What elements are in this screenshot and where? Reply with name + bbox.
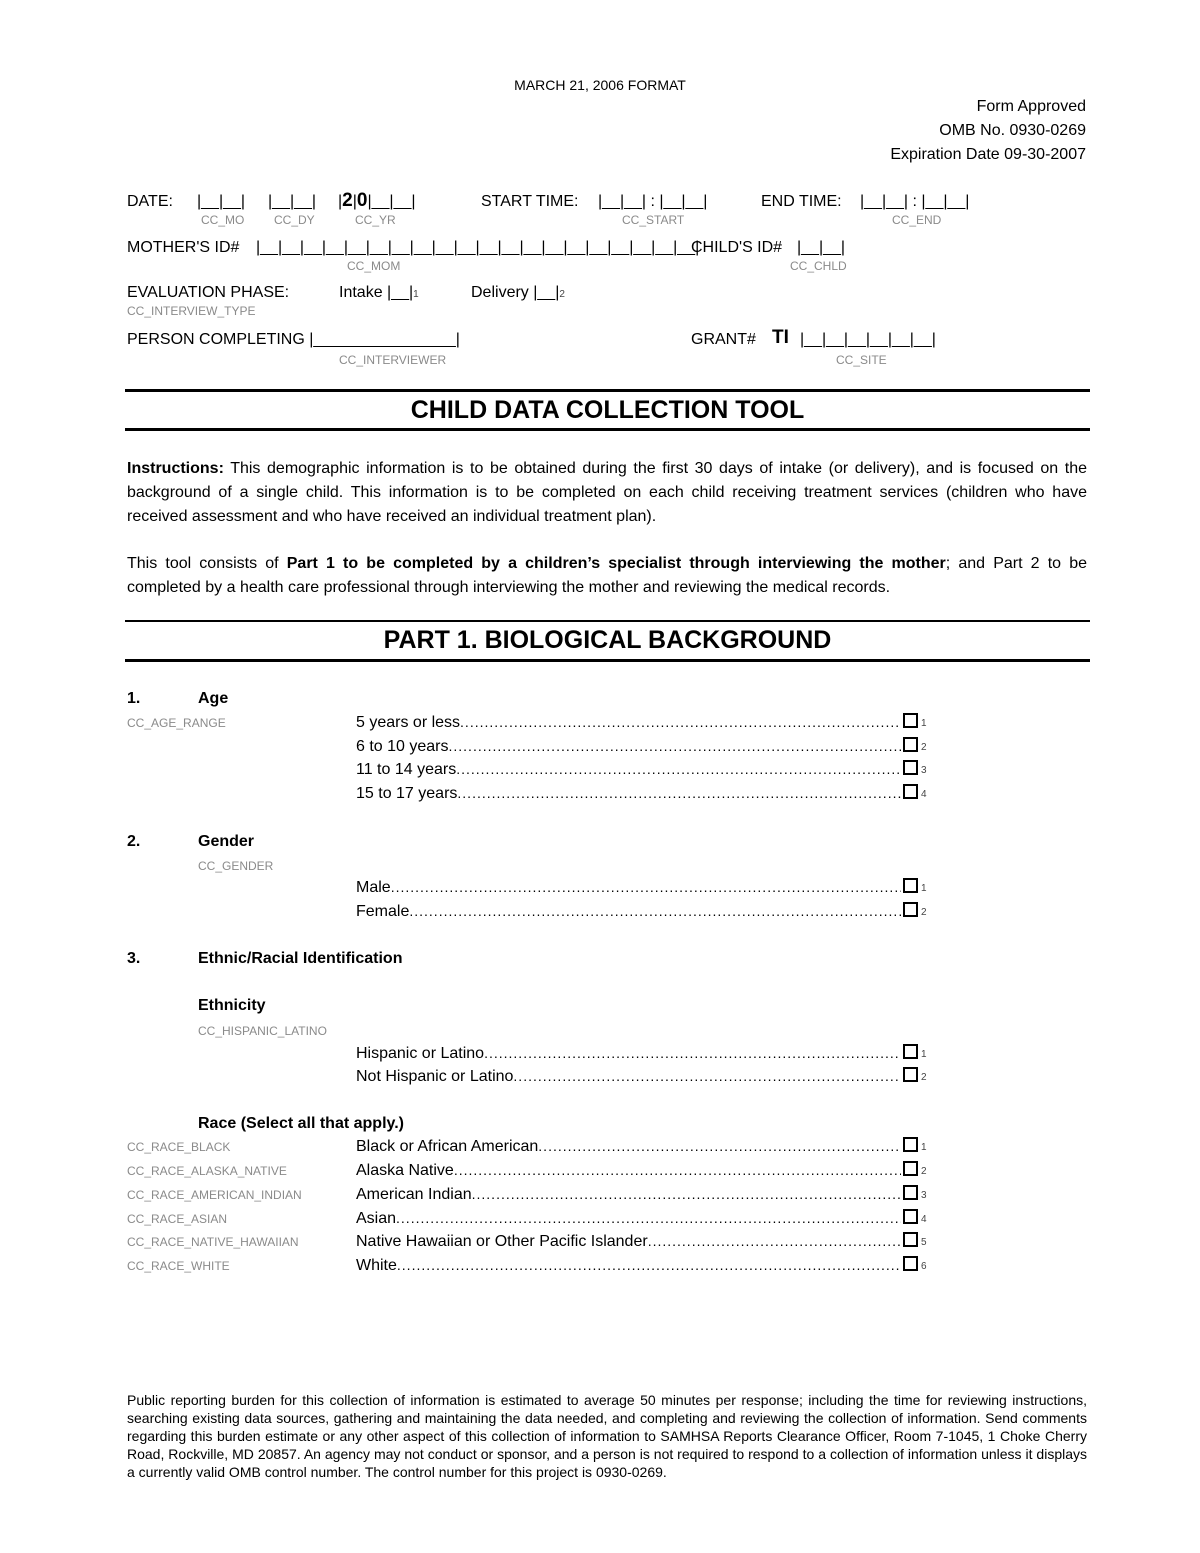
option-label: Female [356,903,410,920]
option-code: 6 [921,1261,927,1272]
date-day-field[interactable]: |__|__| [268,193,317,210]
q2-option [356,903,901,921]
leader-dots [449,738,902,754]
delivery-code: 2 [559,289,565,300]
person-completing-field[interactable]: PERSON COMPLETING |________________| [127,331,460,348]
q1-number: 1. [127,690,141,707]
grant-prefix: TI [772,327,789,348]
q2-checkbox-2[interactable] [903,902,918,917]
race-option [356,1210,901,1228]
part-rule-bottom [125,659,1090,662]
year-digit-1: 2 [342,190,353,211]
part-rule-top [125,620,1090,622]
q1-checkbox-2[interactable] [903,737,918,752]
year-bar: | [352,193,357,210]
option-code: 2 [921,1166,927,1177]
option-code: 5 [921,1237,927,1248]
option-label: 5 years or less [356,714,461,731]
year-rest: |__|__| [367,193,416,210]
date-label: DATE: [127,193,173,210]
option-code: 1 [921,1049,927,1060]
race-checkbox-3[interactable] [903,1185,918,1200]
leader-dots [391,879,901,895]
ethnicity-option [356,1068,901,1086]
tool-title: CHILD DATA COLLECTION TOOL [410,396,805,424]
q1-checkbox-3[interactable] [903,760,918,775]
child-id-label: CHILD'S ID# [691,239,783,256]
form-approved: Form Approved [976,98,1086,115]
q1-checkbox-4[interactable] [903,784,918,799]
parts-text-b: ; and Part 2 to be completed by a health care professional through interviewing the mother and reviewing the medical records. [127,555,1088,596]
ethnicity-title: Ethnicity [198,997,266,1014]
instructions-paragraph [127,457,1087,529]
date-month-field[interactable]: |__|__| [197,193,246,210]
q1-var: CC_AGE_RANGE [127,716,226,730]
race-var: CC_RACE_ALASKA_NATIVE [127,1164,287,1178]
q1-checkbox-1[interactable] [903,713,918,728]
leader-dots [457,785,901,801]
option-label: Black or African American [356,1138,539,1155]
race-var: CC_RACE_WHITE [127,1259,230,1273]
parts-text-bold: Part 1 to be completed by a children’s specialist through interviewing the mother [286,555,946,572]
q3-number: 3. [127,950,141,967]
burden-statement: Public reporting burden for this collection of information is estimated to average 50 minutes per response; including the time for reviewing instructions, searching existing data sources, gathering and maintaining the data needed, and completing and reviewing the collection of information. Send comments regarding this burden estimate or any other aspect of this collection of information to SAMHSA Reports Clearance Officer, Room 7-1045, 1 Choke Cherry Road, Rockville, MD 20857. An agency may not conduct or sponsor, and a person is not required to respond to a collection of information unless it displays a currently valid OMB control number. The control number for this project is 0930-0269. [127,1392,1087,1480]
delivery-label: Delivery |__| [471,284,560,301]
race-title: Race (Select all that apply.) [198,1115,404,1132]
child-id-field[interactable]: |__|__| [797,239,846,256]
race-checkbox-2[interactable] [903,1161,918,1176]
intake-field[interactable] [339,284,419,302]
option-code: 1 [921,718,927,729]
option-label: American Indian [356,1186,472,1203]
year-bar: | [338,193,343,210]
expiration-date: Expiration Date 09-30-2007 [890,146,1086,163]
omb-number: OMB No. 0930-0269 [939,122,1086,139]
race-option [356,1186,901,1204]
race-var: CC_RACE_BLACK [127,1140,231,1154]
leader-dots [409,903,901,919]
option-code: 2 [921,1072,927,1083]
cc-end: CC_END [892,213,942,227]
leader-dots [456,761,901,777]
leader-dots [484,1045,901,1061]
race-checkbox-5[interactable] [903,1232,918,1247]
option-code: 3 [921,765,927,776]
year-digit-2: 0 [356,190,368,211]
leader-dots [396,1210,901,1226]
option-label: Native Hawaiian or Other Pacific Islander [356,1233,648,1250]
delivery-field[interactable] [471,284,565,302]
race-var: CC_RACE_ASIAN [127,1212,228,1226]
format-line: MARCH 21, 2006 FORMAT [514,77,686,93]
race-checkbox-1[interactable] [903,1137,918,1152]
option-code: 1 [921,883,927,894]
leader-dots [460,714,901,730]
ethnicity-checkbox-2[interactable] [903,1067,918,1082]
end-time-field[interactable]: |__|__| : |__|__| [860,193,970,210]
leader-dots [472,1186,901,1202]
cc-interview-type: CC_INTERVIEW_TYPE [127,304,256,318]
parts-text-a: This tool consists of [127,555,287,572]
option-label: Hispanic or Latino [356,1045,485,1062]
option-code: 1 [921,1142,927,1153]
option-label: 11 to 14 years [356,761,457,778]
date-year-field[interactable] [338,190,416,212]
end-time-label: END TIME: [761,193,842,210]
grant-field[interactable]: |__|__|__|__|__|__| [800,331,936,348]
race-option [356,1257,901,1275]
race-option [356,1233,901,1251]
option-code: 2 [921,742,927,753]
option-label: 6 to 10 years [356,738,449,755]
intake-code: 1 [413,289,419,300]
ethnicity-option [356,1045,901,1063]
option-label: Not Hispanic or Latino [356,1068,514,1085]
q1-option [356,785,901,803]
option-label: 15 to 17 years [356,785,458,802]
option-code: 3 [921,1190,927,1201]
leader-dots [454,1162,901,1178]
grant-label: GRANT# [691,331,756,348]
race-checkbox-6[interactable] [903,1256,918,1271]
q2-title: Gender [198,833,255,850]
option-code: 4 [921,1214,927,1225]
start-time-field[interactable]: |__|__| : |__|__| [598,193,708,210]
cc-dy: CC_DY [274,213,315,227]
race-option [356,1138,901,1156]
option-label: Asian [356,1210,397,1227]
title-rule-bottom [125,428,1090,431]
option-code: 4 [921,789,927,800]
q2-checkbox-1[interactable] [903,878,918,893]
q1-option [356,738,901,756]
q1-option [356,714,901,732]
start-time-label: START TIME: [481,193,579,210]
q2-number: 2. [127,833,141,850]
part-title: PART 1. BIOLOGICAL BACKGROUND [383,626,832,654]
q2-var: CC_GENDER [198,859,274,873]
race-checkbox-4[interactable] [903,1209,918,1224]
leader-dots [538,1138,901,1154]
q1-title: Age [198,690,229,707]
ethnicity-checkbox-1[interactable] [903,1044,918,1059]
option-label: White [356,1257,397,1274]
race-var: CC_RACE_NATIVE_HAWAIIAN [127,1235,299,1249]
mother-id-label: MOTHER'S ID# [127,239,240,256]
q3-title: Ethnic/Racial Identification [198,950,403,967]
evaluation-phase-label: EVALUATION PHASE: [127,284,290,301]
cc-start: CC_START [622,213,685,227]
option-label: Male [356,879,391,896]
intake-label: Intake |__| [339,284,414,301]
title-rule-top [125,389,1090,392]
q2-option [356,879,901,897]
mother-id-field[interactable]: |__|__|__|__|__|__|__|__|__|__|__|__|__|__|__|__|__|__|__|__| [256,239,700,256]
cc-chld: CC_CHLD [790,259,847,273]
race-option [356,1162,901,1180]
option-label: Alaska Native [356,1162,454,1179]
cc-yr: CC_YR [355,213,396,227]
cc-mom: CC_MOM [347,259,401,273]
race-var: CC_RACE_AMERICAN_INDIAN [127,1188,302,1202]
tool-parts-paragraph [127,552,1087,600]
option-code: 2 [921,907,927,918]
instructions-lead: Instructions: [127,460,224,477]
instructions-text: This demographic information is to be obtained during the first 30 days of intake (or delivery), and is focused on the background of a single child. This information is to be completed on each child receiving treatment services (children who have received assessment and who have received an individual treatment plan). [127,460,1088,525]
leader-dots [513,1068,901,1084]
q1-option [356,761,901,779]
leader-dots [648,1233,901,1249]
cc-mo: CC_MO [201,213,245,227]
ethnicity-var: CC_HISPANIC_LATINO [198,1024,327,1038]
leader-dots [397,1257,901,1273]
cc-site: CC_SITE [836,353,887,367]
cc-interviewer: CC_INTERVIEWER [339,353,447,367]
